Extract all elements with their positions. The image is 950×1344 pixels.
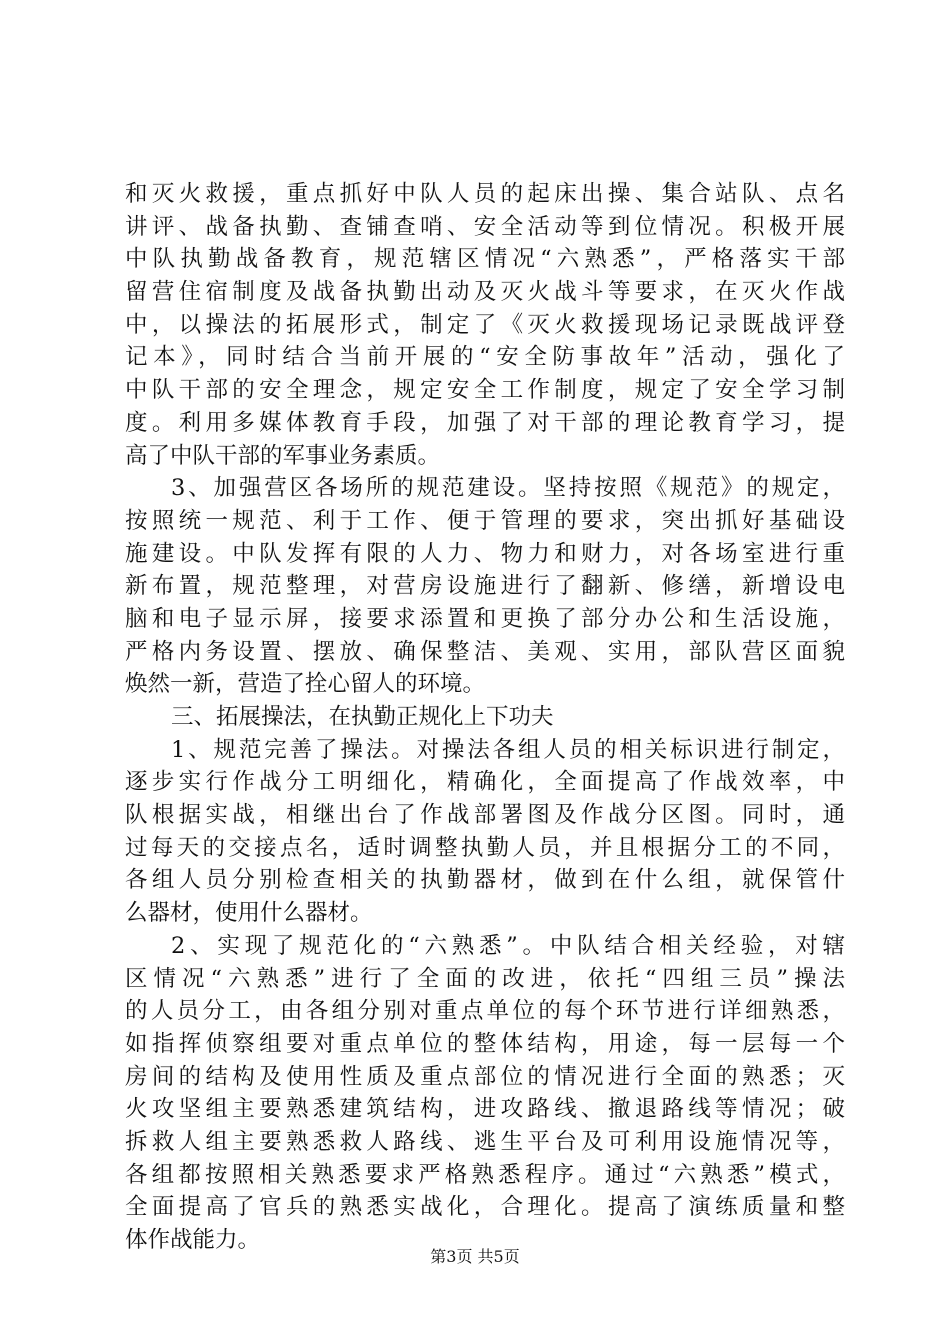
text-line: 中队执勤战备教育，规范辖区情况“六熟悉”，严格落实干部 xyxy=(125,246,845,273)
text-line: 拆救人组主要熟悉救人路线、逃生平台及可利用设施情况等， xyxy=(125,1128,845,1155)
text-line: 如指挥侦察组要对重点单位的整体结构，用途，每一层每一个 xyxy=(125,1030,845,1057)
text-line: 高了中队干部的军事业务素质。 xyxy=(125,442,441,469)
text-line: 过每天的交接点名，适时调整执勤人员，并且根据分工的不同， xyxy=(125,834,845,861)
text-line: 房间的结构及使用性质及重点部位的情况进行全面的熟悉；灭 xyxy=(125,1063,845,1090)
document-body xyxy=(125,178,845,1257)
text-line: 留营住宿制度及战备执勤出动及灭火战斗等要求，在灭火作战 xyxy=(125,279,845,306)
text-line: 新布置，规范整理，对营房设施进行了翻新、修缮，新增设电 xyxy=(125,573,845,600)
text-line: 中队干部的安全理念，规定安全工作制度，规定了安全学习制 xyxy=(125,377,845,404)
text-line: 区情况“六熟悉”进行了全面的改进，依托“四组三员”操法 xyxy=(125,965,845,992)
text-line: 三、拓展操法，在执勤正规化上下功夫 xyxy=(171,704,554,730)
text-line: 逐步实行作战分工明细化，精确化，全面提高了作战效率，中 xyxy=(125,769,845,796)
text-line: 记本》，同时结合当前开展的“安全防事故年”活动，强化了 xyxy=(125,344,845,371)
text-line: 中，以操法的拓展形式，制定了《灭火救援现场记录既战评登 xyxy=(125,311,845,338)
text-line: 各组都按照相关熟悉要求严格熟悉程序。通过“六熟悉”模式， xyxy=(125,1161,845,1188)
text-line: 的人员分工，由各组分别对重点单位的每个环节进行详细熟悉， xyxy=(125,998,845,1025)
text-line: 么器材，使用什么器材。 xyxy=(125,900,373,927)
text-line: 焕然一新，营造了拴心留人的环境。 xyxy=(125,671,486,698)
text-line: 体作战能力。 xyxy=(125,1227,261,1253)
text-line: 火攻坚组主要熟悉建筑结构，进攻路线、撤退路线等情况；破 xyxy=(125,1096,845,1123)
text-line: 度。利用多媒体教育手段，加强了对干部的理论教育学习，提 xyxy=(125,409,845,436)
text-line: 严格内务设置、摆放、确保整洁、美观、实用，部队营区面貌 xyxy=(125,638,845,665)
text-line: 和灭火救援，重点抓好中队人员的起床出操、集合站队、点名 xyxy=(125,181,845,207)
text-line: 按照统一规范、利于工作、便于管理的要求，突出抓好基础设 xyxy=(125,507,845,534)
text-line: 全面提高了官兵的熟悉实战化，合理化。提高了演练质量和整 xyxy=(125,1194,845,1221)
text-line: 各组人员分别检查相关的执勤器材，做到在什么组，就保管什 xyxy=(125,867,845,894)
page-footer: 第3页 共5页 xyxy=(430,1247,520,1266)
text-line: 2、实现了规范化的“六熟悉”。中队结合相关经验，对辖 xyxy=(171,932,845,959)
text-line: 3、加强营区各场所的规范建设。坚持按照《规范》的规定， xyxy=(171,475,845,502)
text-line: 1、规范完善了操法。对操法各组人员的相关标识进行制定， xyxy=(171,736,845,763)
text-line: 施建设。中队发挥有限的人力、物力和财力，对各场室进行重 xyxy=(125,540,845,567)
text-line: 脑和电子显示屏，接要求添置和更换了部分办公和生活设施， xyxy=(125,605,845,632)
text-line: 队根据实战，相继出台了作战部署图及作战分区图。同时，通 xyxy=(125,802,845,829)
text-line: 讲评、战备执勤、查铺查哨、安全活动等到位情况。积极开展 xyxy=(125,213,845,240)
